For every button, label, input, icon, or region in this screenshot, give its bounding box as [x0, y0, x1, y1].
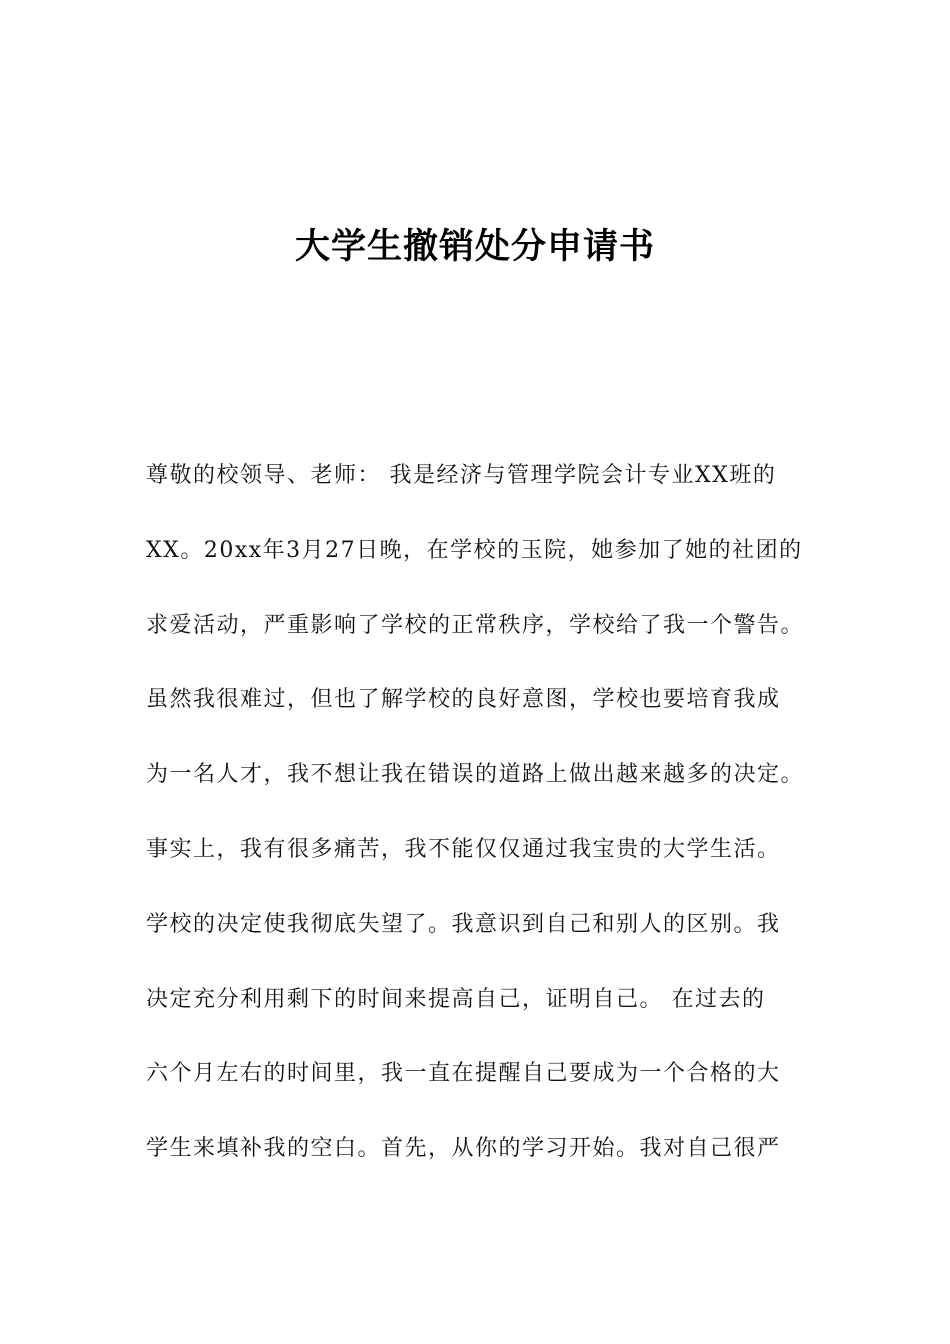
body-line: 为一名人才，我不想让我在错误的道路上做出越来越多的决定。 [146, 762, 805, 788]
document-title: 大学生撤销处分申请书 [294, 227, 655, 267]
document-body [146, 451, 846, 1199]
body-line: XX。20xx年3月27日晚，在学校的玉院，她参加了她的社团的 [146, 537, 803, 563]
body-line: 六个月左右的时间里，我一直在提醒自己要成为一个合格的大 [146, 1061, 781, 1087]
body-line: 学校的决定使我彻底失望了。我意识到自己和别人的区别。我 [146, 911, 781, 937]
body-line: 求爱活动，严重影响了学校的正常秩序，学校给了我一个警告。 [146, 612, 805, 638]
body-line: 虽然我很难过，但也了解学校的良好意图，学校也要培育我成 [146, 687, 781, 713]
body-line: 学生来填补我的空白。首先，从你的学习开始。我对自己很严 [146, 1136, 781, 1162]
body-line: 决定充分利用剩下的时间来提高自己，证明自己。 在过去的 [146, 986, 766, 1012]
body-line: 事实上，我有很多痛苦，我不能仅仅通过我宝贵的大学生活。 [146, 836, 781, 862]
body-line: 尊敬的校领导、老师： 我是经济与管理学院会计专业XX班的 [146, 463, 777, 488]
